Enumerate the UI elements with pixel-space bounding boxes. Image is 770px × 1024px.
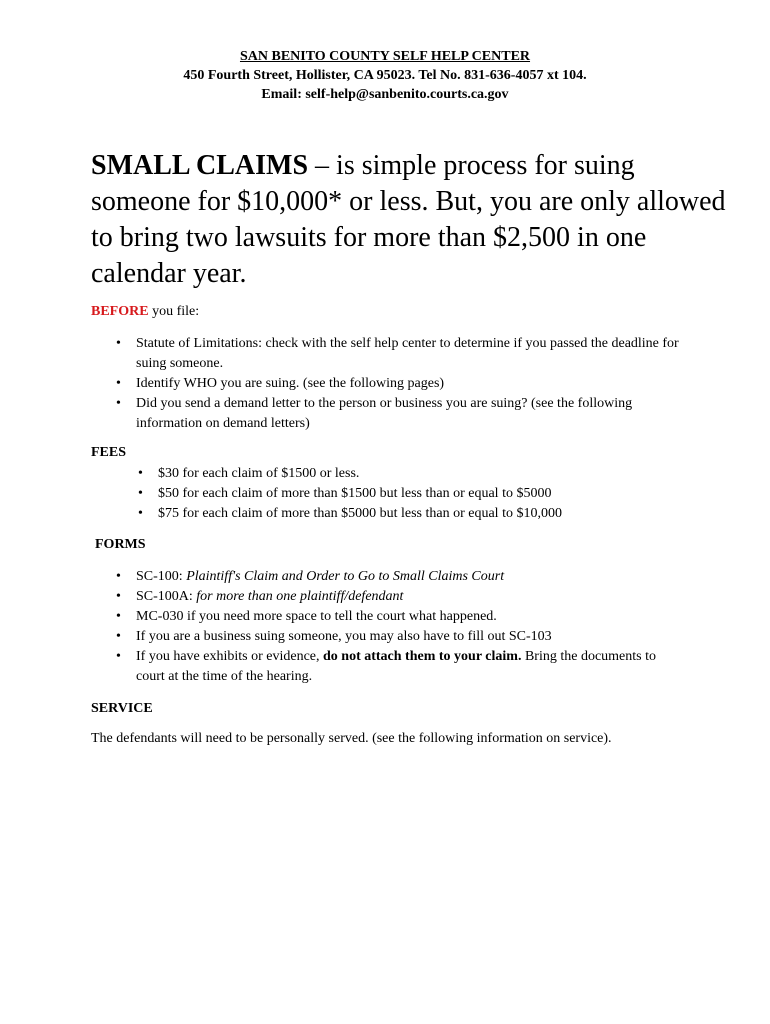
list-item: [112, 647, 682, 687]
before-heading: [91, 303, 199, 321]
list-item-text-emphasis: do not attach them to your claim.: [323, 649, 522, 664]
list-item: [134, 504, 694, 524]
form-description: for more than one plaintiff/defendant: [196, 589, 404, 604]
list-item-text: If you are a business suing someone, you may also have to fill out SC-103: [136, 629, 552, 644]
bullet-icon: •: [116, 629, 121, 644]
list-item-text: $30 for each claim of $1500 or less.: [158, 466, 360, 481]
list-item-text-post: Bring the documents to court at the time of the hearing.: [136, 649, 656, 684]
service-heading: SERVICE: [91, 701, 153, 716]
org-address: 450 Fourth Street, Hollister, CA 95023. Tel No. 831-636-4057 xt 104.: [183, 68, 587, 83]
list-item: [112, 627, 682, 647]
forms-list: [112, 567, 682, 687]
bullet-icon: •: [116, 589, 121, 604]
list-item: [112, 334, 682, 374]
list-item: [112, 394, 682, 434]
before-list: [112, 334, 682, 434]
list-item: [112, 374, 682, 394]
list-item-text: $75 for each claim of more than $5000 but less than or equal to $10,000: [158, 506, 562, 521]
list-item: [134, 464, 694, 484]
form-code: SC-100:: [136, 569, 187, 584]
bullet-icon: •: [138, 506, 143, 521]
before-label: BEFORE: [91, 304, 149, 319]
list-item-text: Statute of Limitations: check with the self help center to determine if you passed the deadline for suing someone.: [136, 336, 679, 371]
list-item: [112, 567, 682, 587]
list-item: [112, 607, 682, 627]
list-item: [134, 484, 694, 504]
bullet-icon: •: [116, 649, 121, 664]
forms-heading: FORMS: [95, 537, 146, 552]
bullet-icon: •: [138, 466, 143, 481]
bullet-icon: •: [138, 486, 143, 501]
headline: [91, 148, 731, 292]
org-name: SAN BENITO COUNTY SELF HELP CENTER: [239, 49, 531, 64]
list-item-text-pre: If you have exhibits or evidence,: [136, 649, 323, 664]
header: [0, 47, 770, 104]
bullet-icon: •: [116, 376, 121, 391]
headline-title: SMALL CLAIMS: [91, 150, 309, 181]
list-item-text: Identify WHO you are suing. (see the following pages): [136, 376, 445, 391]
service-text: The defendants will need to be personally served. (see the following information on service).: [91, 731, 612, 746]
list-item: [112, 587, 682, 607]
list-item-text: Did you send a demand letter to the person or business you are suing? (see the following information on demand letters): [136, 396, 633, 431]
list-item-text: $50 for each claim of more than $1500 but less than or equal to $5000: [158, 486, 552, 501]
before-suffix: you file:: [148, 304, 200, 319]
bullet-icon: •: [116, 396, 121, 411]
headline-text: – is simple process for suing someone for $10,000* or less. But, you are only allowed to bring two lawsuits for more than $2,500 in one calendar year.: [91, 150, 726, 289]
fees-heading: FEES: [91, 445, 127, 460]
bullet-icon: •: [116, 336, 121, 351]
bullet-icon: •: [116, 569, 121, 584]
bullet-icon: •: [116, 609, 121, 624]
org-email: Email: self-help@sanbenito.courts.ca.gov: [261, 87, 509, 102]
list-item-text: MC-030 if you need more space to tell the court what happened.: [136, 609, 497, 624]
form-description: Plaintiff's Claim and Order to Go to Small Claims Court: [186, 569, 505, 584]
form-code: SC-100A:: [136, 589, 197, 604]
fees-list: [134, 464, 694, 524]
